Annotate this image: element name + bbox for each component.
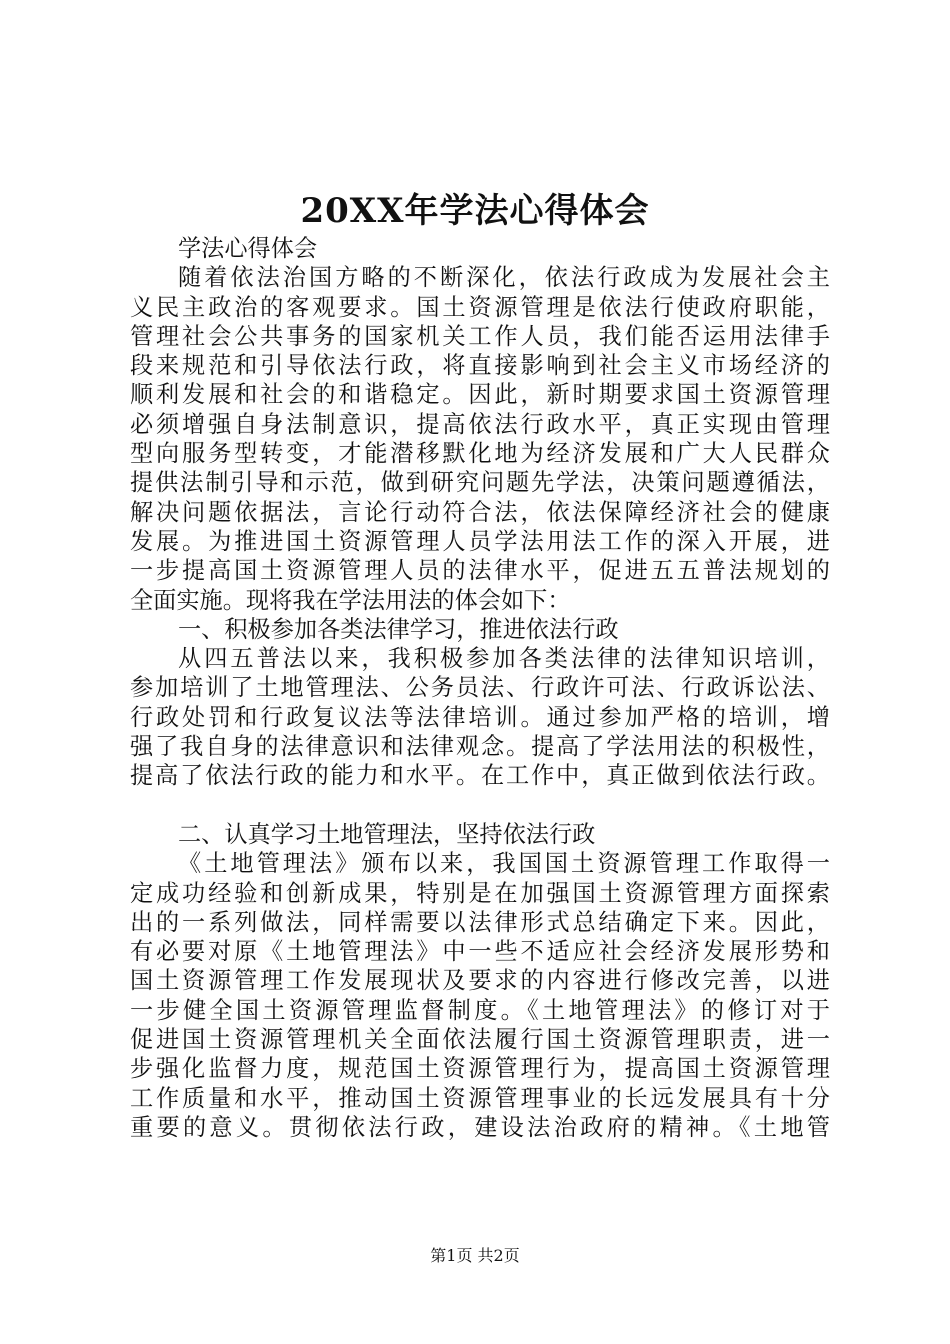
text-line: 从四五普法以来，我积极参加各类法律的法律知识培训，: [178, 645, 830, 673]
text-line: 段来规范和引导依法行政，将直接影响到社会主义市场经济的: [130, 352, 830, 380]
text-line: 全面实施。现将我在学法用法的体会如下：: [130, 586, 571, 614]
text-line: 参加培训了土地管理法、公务员法、行政许可法、行政诉讼法、: [130, 674, 830, 702]
text-line: 出的一系列做法，同样需要以法律形式总结确定下来。因此，: [130, 908, 830, 936]
document-title: 20XX年学法心得体会: [300, 191, 650, 231]
text-line: 必须增强自身法制意识，提高依法行政水平，真正实现由管理: [130, 410, 830, 438]
text-line: 发展。为推进国土资源管理人员学法用法工作的深入开展，进: [130, 527, 830, 555]
text-line: 型向服务型转变，才能潜移默化地为经济发展和广大人民群众: [130, 440, 830, 468]
text-line: 《土地管理法》颁布以来，我国国土资源管理工作取得一: [178, 850, 830, 878]
text-line: 促进国土资源管理机关全面依法履行国土资源管理职责，进一: [130, 1026, 830, 1054]
text-line: 定成功经验和创新成果，特别是在加强国土资源管理方面探索: [130, 879, 830, 907]
document-body: [130, 234, 830, 1142]
text-line: 行政处罚和行政复议法等法律培训。通过参加严格的培训，增: [130, 703, 830, 731]
text-line: 学法心得体会: [178, 235, 318, 262]
text-line: 顺利发展和社会的和谐稳定。因此，新时期要求国土资源管理: [130, 381, 830, 409]
text-line: 步强化监督力度，规范国土资源管理行为，提高国土资源管理: [130, 1055, 830, 1083]
text-line: 管理社会公共事务的国家机关工作人员，我们能否运用法律手: [130, 322, 830, 350]
text-line: 随着依法治国方略的不断深化，依法行政成为发展社会主: [178, 264, 830, 292]
text-line: 提供法制引导和示范，做到研究问题先学法，决策问题遵循法，: [130, 469, 830, 497]
text-line: 义民主政治的客观要求。国土资源管理是依法行使政府职能，: [130, 293, 830, 321]
text-line: 工作质量和水平，推动国土资源管理事业的长远发展具有十分: [130, 1084, 830, 1112]
text-line: 有必要对原《土地管理法》中一些不适应社会经济发展形势和: [130, 938, 830, 966]
text-line: 一步提高国土资源管理人员的法律水平，促进五五普法规划的: [130, 557, 830, 585]
text-line: 重要的意义。贯彻依法行政，建设法治政府的精神。《土地管: [130, 1113, 830, 1141]
text-line: 提高了依法行政的能力和水平。在工作中，真正做到依法行政。: [130, 762, 830, 790]
text-line: 解决问题依据法，言论行动符合法，依法保障经济社会的健康: [130, 498, 830, 526]
blank-line: [130, 791, 830, 820]
text-line: 一、积极参加各类法律学习，推进依法行政: [178, 615, 619, 643]
text-line: 国土资源管理工作发展现状及要求的内容进行修改完善，以进: [130, 967, 830, 995]
text-line: 强了我自身的法律意识和法律观念。提高了学法用法的积极性，: [130, 733, 830, 761]
text-line: 一步健全国土资源管理监督制度。《土地管理法》的修订对于: [130, 996, 830, 1024]
page-footer: 第1页 共2页: [430, 1246, 520, 1265]
text-line: 二、认真学习土地管理法，坚持依法行政: [178, 820, 596, 848]
